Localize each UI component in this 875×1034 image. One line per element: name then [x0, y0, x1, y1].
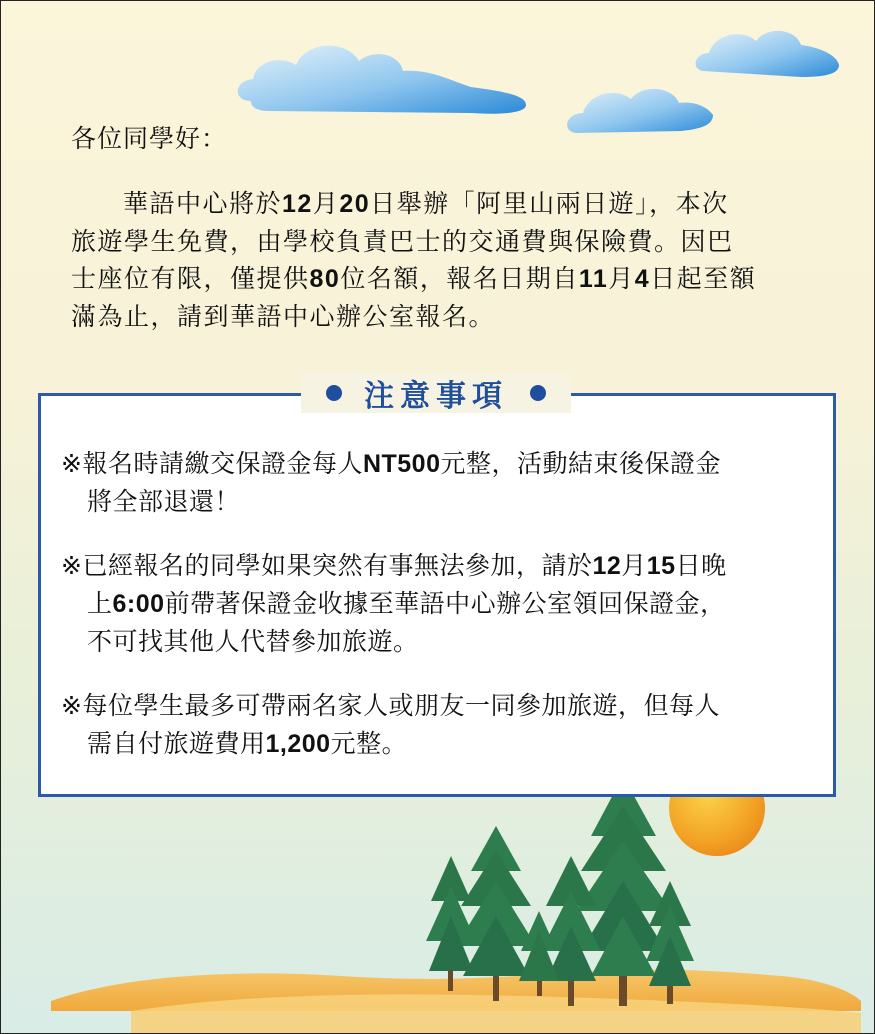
intro-line: 士座位有限，僅提供80位名額，報名日期自11月4日起至額 [71, 264, 757, 293]
intro-paragraph [71, 185, 841, 335]
notice-item: ※每位學生最多可帶兩名家人或朋友一同參加旅遊，但每人 需自付旅遊費用1,200元整。 [61, 691, 720, 758]
pine-tree-icon [426, 856, 476, 991]
cloud-icon [696, 31, 839, 77]
greeting: 各位同學好： [71, 124, 228, 153]
notice-item: ※已經報名的同學如果突然有事無法參加，請於12月15日晚 上6:00前帶著保證金收據至華語中心辦公室領回保證金， 不可找其他人代替參加旅遊。 [61, 551, 727, 656]
intro-line: 旅遊學生免費，由學校負責巴士的交通費與保險費。因巴 [71, 227, 734, 256]
cloud-icon [567, 89, 713, 133]
notice-list [61, 445, 831, 789]
intro-line: 滿為止，請到華語中心辦公室報名。 [71, 302, 496, 331]
notice-title: 注意事項 [364, 379, 508, 414]
notice-item: ※報名時請繳交保證金每人NT500元整，活動結束後保證金 將全部退還！ [61, 449, 722, 516]
notice-header [301, 373, 571, 413]
bullet-dot-icon [530, 385, 546, 401]
intro-line: 華語中心將於12月20日舉辦「阿里山兩日遊」，本次 [123, 189, 729, 218]
cloud-icon [238, 46, 526, 114]
bullet-dot-icon [326, 385, 342, 401]
